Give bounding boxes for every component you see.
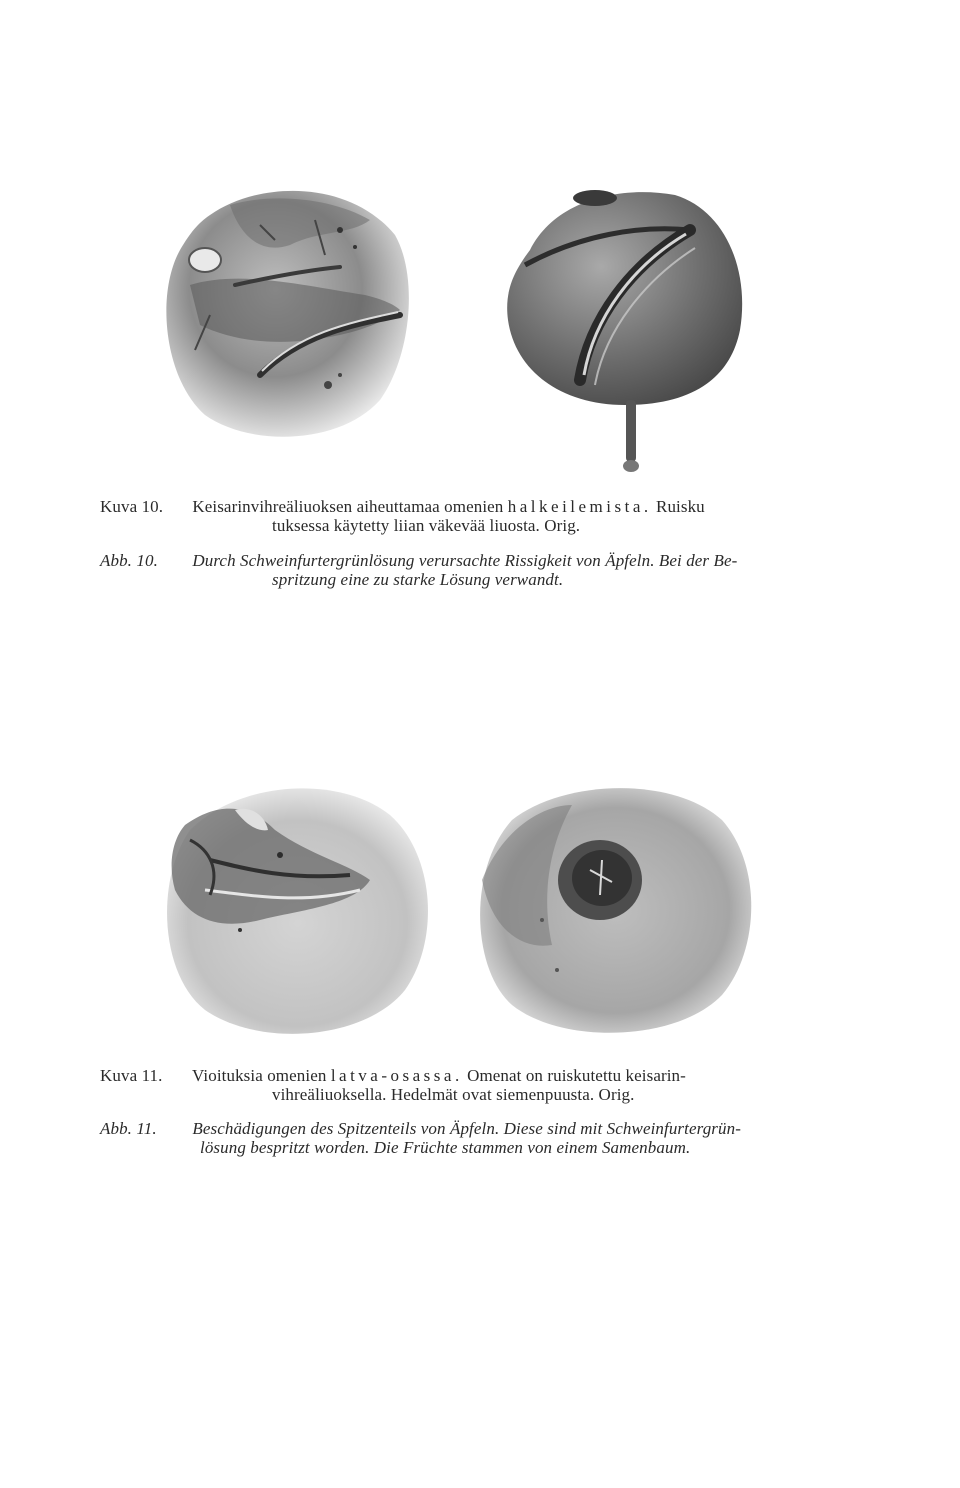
figure10-caption-german: [100, 551, 800, 589]
figure11-caption-german: [100, 1119, 800, 1157]
figure11-caption-line2: vihreäliuoksella. Hedelmät ovat siemenpuusta. Orig.: [272, 1085, 635, 1104]
apple-photo-top-damage-right: [462, 770, 762, 1045]
apple-photo-cracked-with-stem: [500, 180, 750, 480]
figure10-caption-line2: tuksessa käytetty liian väkevää liuosta. Orig.: [272, 516, 581, 535]
figure11-caption-german-line2: lösung bespritzt worden. Die Früchte stammen von einem Samenbaum.: [200, 1138, 691, 1157]
apple-photo-top-damage-left: [150, 770, 440, 1050]
figure11-caption-text-after: Omenat on ruiskutettu keisarin-: [467, 1066, 686, 1085]
figure11-caption-spaced: latva-osassa.: [330, 1066, 463, 1085]
figure11-label-german: Abb. 11.: [100, 1119, 157, 1138]
figure10-label-finnish: Kuva 10.: [100, 497, 164, 516]
figure11-caption-text: Vioituksia omenien: [192, 1066, 327, 1085]
figure10-caption-spaced: halkeilemista.: [507, 497, 652, 516]
figure10-caption-german-line1: Durch Schweinfurtergrünlösung verursachte Rissigkeit von Äpfeln. Bei der Be-: [192, 551, 738, 570]
figure11-caption-german-line1: Beschädigungen des Spitzenteils von Äpfeln. Diese sind mit Schweinfurtergrün-: [192, 1119, 741, 1138]
figure10-caption-german-line2: spritzung eine zu starke Lösung verwandt.: [272, 570, 564, 589]
figure10-caption-text: Keisarinvihreäliuoksen aiheuttamaa omenien: [192, 497, 504, 516]
figure11-label-finnish: Kuva 11.: [100, 1066, 163, 1085]
figure10-label-german: Abb. 10.: [100, 551, 158, 570]
apple-photo-cracked-left: [150, 175, 420, 450]
figure11-caption-finnish: [100, 1066, 800, 1104]
figure10-caption-finnish: [100, 497, 790, 535]
figure10-caption-text-after: Ruisku: [656, 497, 705, 516]
